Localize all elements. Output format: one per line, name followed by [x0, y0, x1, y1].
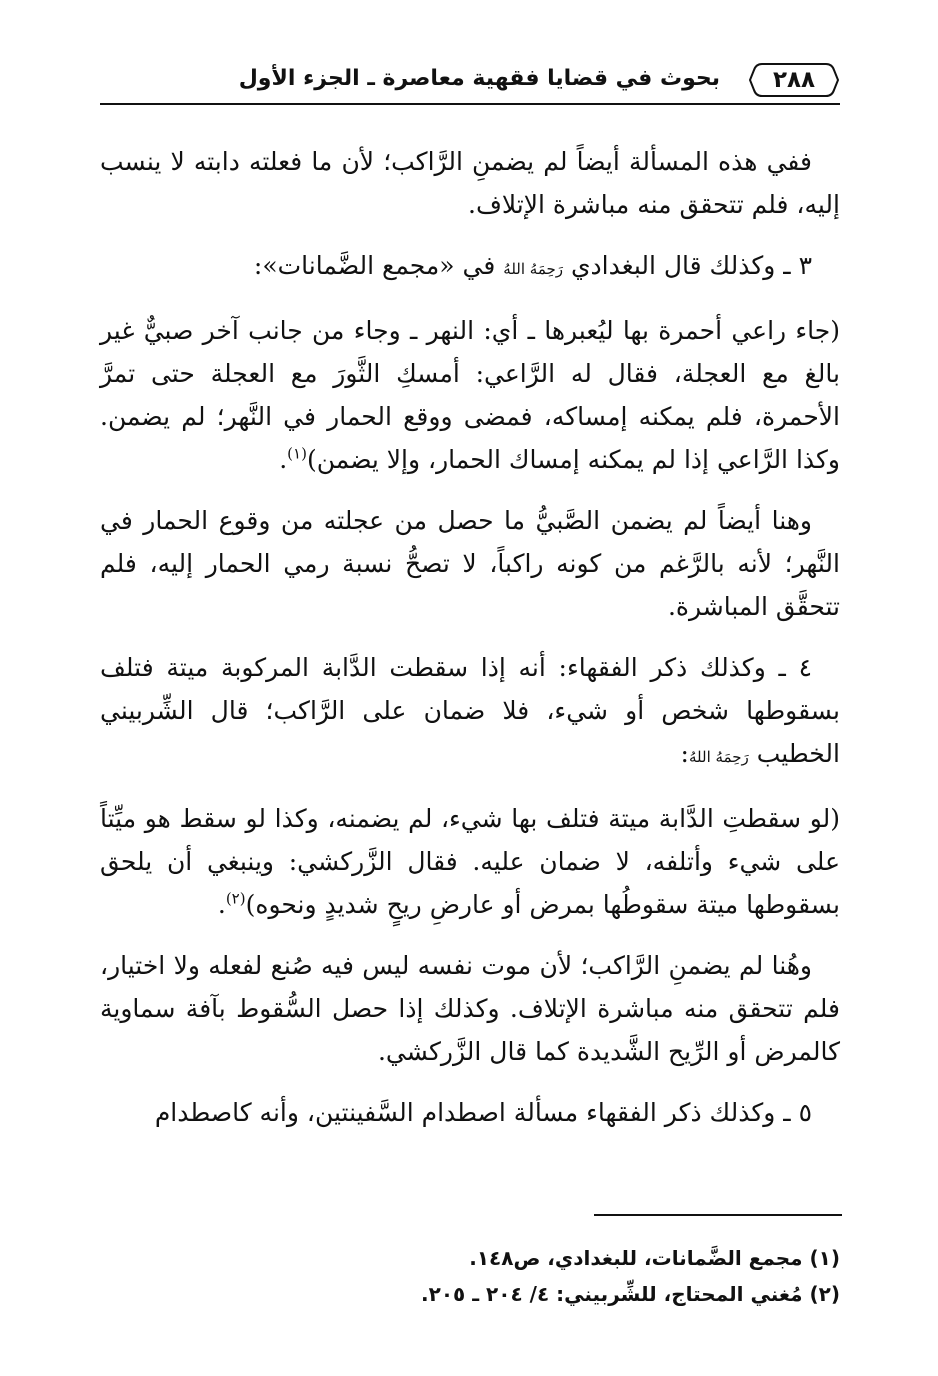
main-text — [100, 140, 840, 1152]
paragraph-4: وهنا أيضاً لم يضمن الصَّبيُّ ما حصل من عجلته من وقوع الحمار في النَّهر؛ لأنه بالرَّغم من كونه راكباً، لا تصحُّ نسبة رمي الحمار إليه، فلم تتحقَّق المباشرة. — [100, 506, 840, 621]
paragraph-8: ٥ ـ وكذلك ذكر الفقهاء مسألة اصطدام السَّفينتين، وأنه كاصطدام — [154, 1098, 812, 1127]
paragraph-5-text: ٤ ـ وكذلك ذكر الفقهاء: أنه إذا سقطت الدَّابة المركوبة ميتة فتلف بسقوطها شخص أو شيء، فلا ضمان على الرَّاكب؛ قال الشِّربيني الخطيب — [100, 653, 840, 768]
honorific-glyph-2: رَحِمَهُ اللهُ — [688, 748, 749, 766]
quote-1-text: (جاء راعي أحمرة بها ليُعبرها ـ أي: النهر ـ وجاء من جانب آخر صبيٌّ غير بالغ مع العجلة، فقال له الرَّاعي: أمسكِ الثَّورَ مع العجلة حتى تمرَّ الأحمرة، فلم يمكنه إمساكه، فمضى ووقع الحمار في النَّهر؛ لم يضمن. وكذا الرَّاعي إذا لم يمكنه إمساك الحمار، وإلا يضمن) — [100, 316, 840, 474]
quote-1 — [100, 309, 840, 481]
quote-2 — [100, 797, 840, 926]
honorific-glyph: رَحِمَهُ اللهُ — [503, 260, 564, 278]
paragraph-1: ففي هذه المسألة أيضاً لم يضمنِ الرَّاكب؛ لأن ما فعلته دابته لا ينسب إليه، فلم تتحقق منه مباشرة الإتلاف. — [100, 147, 840, 219]
page-header — [100, 58, 840, 106]
paragraph-7: وهُنا لم يضمنِ الرَّاكب؛ لأن موت نفسه ليس فيه صُنع لفعله ولا اختيار، فلم تتحقق منه مباشرة الإتلاف. وكذلك إذا حصل السُّقوط بآفة سماوية كالمرض أو الرِّيح الشَّديدة كما قال الزَّركشي. — [100, 951, 840, 1066]
page-number-text: ٢٨٨ — [772, 67, 816, 93]
footnote-2: (٢) مُغني المحتاج، للشِّربيني: ٤/ ٢٠٤ ـ ٢٠٥. — [421, 1282, 840, 1306]
footnote-separator — [594, 1214, 842, 1216]
header-rule — [100, 103, 840, 105]
quote-1-period: . — [279, 445, 288, 474]
footnote-ref-2: (٢) — [225, 889, 246, 908]
quote-2-text: (لو سقطتِ الدَّابة ميتة فتلف بها شيء، لم يضمنه، وكذا لو سقط هو ميِّتاً على شيء وأتلفه، لا ضمان عليه. فقال الزَّركشي: وينبغي أن يلحق بسقوطها ميتة سقوطُها بمرض أو عارضِ ريحٍ شديدٍ ونحوه) — [100, 804, 840, 919]
quote-2-period: . — [217, 890, 226, 919]
paragraph-5 — [100, 646, 840, 779]
footnotes — [100, 1240, 840, 1312]
paragraph-2 — [100, 244, 840, 291]
footnote-1: (١) مجمع الضَّمانات، للبغدادي، ص١٤٨. — [469, 1246, 840, 1270]
running-title: بحوث في قضايا فقهية معاصرة ـ الجزء الأول — [238, 66, 720, 91]
paragraph-5-colon: : — [680, 739, 689, 768]
page-number — [748, 58, 840, 102]
paragraph-2-text: ٣ ـ وكذلك قال البغدادي — [570, 251, 812, 280]
footnote-ref-1: (١) — [287, 444, 307, 463]
paragraph-2-source: في «مجمع الضَّمانات»: — [253, 251, 496, 280]
